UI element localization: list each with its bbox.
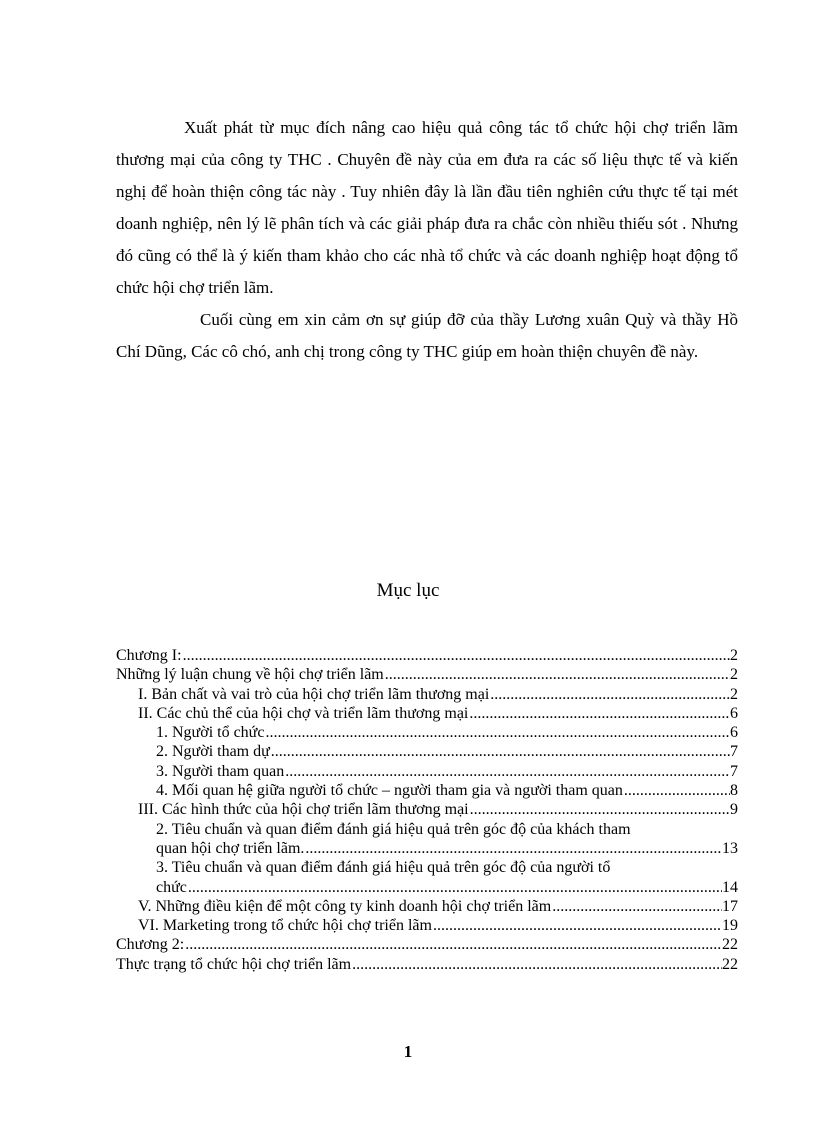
toc-entry-page: 7 [730,762,738,780]
toc-leader [187,878,722,897]
toc-entry-text: II. Các chủ thể của hội chợ và triển lãm thương mại [138,704,469,722]
intro-section [116,112,738,368]
toc-title: Mục lục [376,580,440,601]
toc-entry-text: VI. Marketing trong tổ chức hội chợ triển lãm [138,917,432,935]
toc-entry-page: 22 [722,936,738,954]
toc-entry-page: 2 [730,685,738,703]
toc-entry[interactable] [116,762,738,781]
toc-entry-text: 2. Người tham dự [156,743,270,761]
toc-entry-page: 22 [722,955,738,973]
toc-entry-page: 14 [722,878,738,896]
toc-entry-text: quan hội chợ triển lãm. [156,839,305,857]
toc-entry-text: 2. Tiêu chuẩn và quan điểm đánh giá hiệu quả trên góc độ của khách tham [156,820,631,838]
toc-entry-text: Thực trạng tổ chức hội chợ triển lãm [116,955,352,973]
toc-leader [264,723,730,742]
intro-paragraph: Xuất phát từ mục đích nâng cao hiệu quả công tác tổ chức hội chợ triển lãm thương mại của công ty THC . Chuyên đề này của em đưa ra các số liệu thực tế và kiến nghị để hoàn thiện công tác này . Tuy nhiên đây là lần đầu tiên nghiên cứu thực tế tại mét doanh nghiệp, nên lý lẽ phân tích và các giải pháp đưa ra chắc còn nhiều thiếu sót . Nhưng đó cũng có thể là ý kiến tham khảo cho các nhà tổ chức và các doanh nghiệp hoạt động tổ chức hội chợ triển lãm. [116,118,738,297]
toc-entry-text: 1. Người tổ chức [156,724,265,742]
toc-leader [432,916,722,935]
toc-leader [489,685,730,704]
toc-entry[interactable] [116,897,738,916]
toc-entry[interactable] [116,781,738,800]
toc-entry[interactable] [116,665,738,684]
toc-entry-page: 7 [730,743,738,761]
page-number: 1 [403,1042,413,1061]
toc-entry-page: 13 [722,839,738,857]
toc-entry-text: 3. Người tham quan [156,762,285,780]
toc-entry-text: chức [156,878,187,896]
toc-entry-text: III. Các hình thức của hội chợ triển lãm thương mại [138,801,469,819]
toc-leader [284,762,730,781]
toc-entry-page: 8 [730,782,738,800]
toc-entry[interactable] [116,685,738,704]
toc-entry-text: Những lý luận chung về hội chợ triển lãm [116,666,384,684]
toc-entry[interactable] [116,916,738,935]
toc-entry-page: 17 [722,897,738,915]
toc-leader [468,704,730,723]
toc-entry-text: I. Bản chất và vai trò của hội chợ triển lãm thương mại [138,685,490,703]
toc-leader [184,935,722,954]
toc-entry[interactable] [116,800,738,819]
toc-entry-page: 2 [730,666,738,684]
toc-leader [623,781,730,800]
toc-entry[interactable] [116,723,738,742]
toc-entry[interactable] [116,704,738,723]
toc-entry-text: 4. Mối quan hệ giữa người tổ chức – người tham gia và người tham quan [156,782,623,800]
toc-leader [469,800,730,819]
toc-entry-page: 6 [730,704,738,722]
acknowledgement-paragraph: Cuối cùng em xin cảm ơn sự giúp đỡ của thầy Lương xuân Quỳ và thầy Hồ Chí Dũng, Các cô chó, anh chị trong công ty THC giúp em hoàn thiện chuyên đề này. [116,310,738,361]
toc-entry-text: Chương 2: [116,936,185,954]
toc-leader [351,955,722,974]
toc-entry[interactable] [116,935,738,954]
toc-entry-text: V. Những điều kiện để một công ty kinh doanh hội chợ triển lãm [138,897,552,915]
toc-entry-page: 19 [722,917,738,935]
toc-leader [384,665,730,684]
toc-entry-page: 9 [730,801,738,819]
toc-leader [551,897,722,916]
toc-entry[interactable] [116,955,738,974]
toc-entry-page: 2 [730,647,738,664]
toc-entry[interactable] [116,742,738,761]
table-of-contents [116,646,738,974]
toc-entry-text: 3. Tiêu chuẩn và quan điểm đánh giá hiệu quả trên góc độ của người tổ [156,859,611,877]
toc-entry[interactable] [116,820,738,859]
toc-leader [304,839,722,858]
toc-entry[interactable] [116,858,738,897]
toc-entry-text: Chương I: [116,647,182,664]
toc-leader [182,646,730,665]
toc-entry-page: 6 [730,724,738,742]
toc-leader [270,742,730,761]
toc-entry[interactable] [116,646,738,665]
